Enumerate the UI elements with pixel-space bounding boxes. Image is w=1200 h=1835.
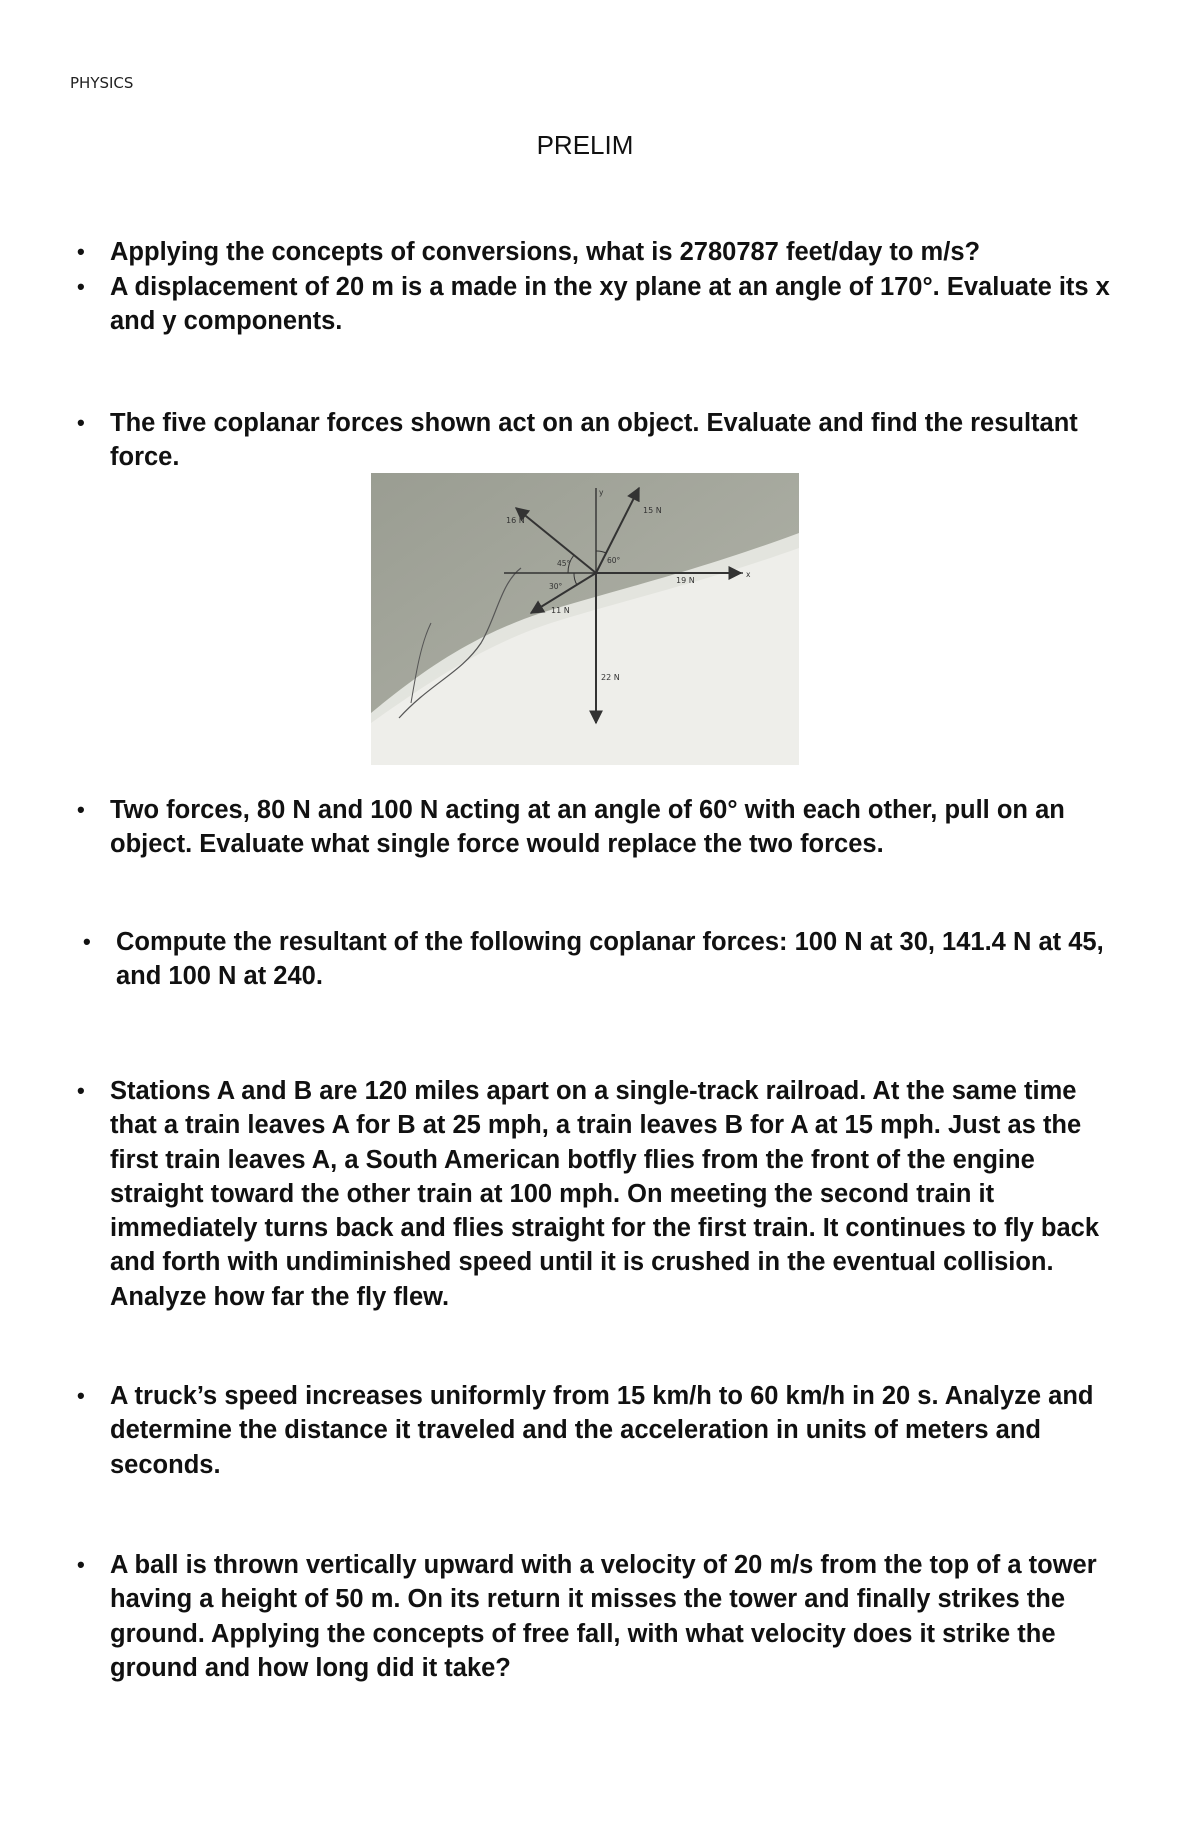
question-6 xyxy=(77,1074,1130,1314)
question-4 xyxy=(77,793,1130,862)
label-30deg: 30° xyxy=(549,582,563,591)
question-text: Applying the concepts of conversions, what is 2780787 feet/day to m/s? xyxy=(110,238,981,266)
label-y-axis: y xyxy=(599,488,604,497)
bullet: • xyxy=(77,239,85,264)
question-1 xyxy=(77,235,1130,269)
question-text: A displacement of 20 m is a made in the xy plane at an angle of 170°. Evaluate its x and y components. xyxy=(110,273,1110,336)
label-60deg: 60° xyxy=(607,556,621,565)
force-diagram xyxy=(371,473,799,765)
bullet: • xyxy=(77,797,85,822)
label-45deg: 45° xyxy=(557,559,571,568)
bullet: • xyxy=(77,274,85,299)
page-title: PRELIM xyxy=(536,130,634,160)
question-7 xyxy=(77,1379,1130,1482)
page-header: PHYSICS xyxy=(70,74,134,92)
question-5 xyxy=(83,925,1136,994)
label-x-axis: x xyxy=(746,570,751,579)
question-text: The five coplanar forces shown act on an object. Evaluate and find the resultant force. xyxy=(110,409,1078,472)
question-text: Stations A and B are 120 miles apart on a single-track railroad. At the same time that a train leaves A for B at 25 mph, a train leaves B for A at 15 mph. Just as the first train leaves A, a South American botfly flies from the front of the engine straight toward the other train at 100 mph. On meeting the second train it immediately turns back and flies straight for the first train. It continues to fly back and forth with undiminished speed until it is crushed in the eventual collision. Analyze how far the fly flew. xyxy=(110,1077,1100,1311)
label-19n: 19 N xyxy=(676,576,695,585)
label-11n: 11 N xyxy=(551,606,570,615)
label-15n: 15 N xyxy=(643,506,662,515)
bullet: • xyxy=(77,1078,85,1103)
question-text: Two forces, 80 N and 100 N acting at an angle of 60° with each other, pull on an object. Evaluate what single force would replace the two forces. xyxy=(110,796,1065,859)
question-3 xyxy=(77,406,1130,475)
force-diagram-photo xyxy=(371,473,799,765)
question-text: A ball is thrown vertically upward with a velocity of 20 m/s from the top of a tower having a height of 50 m. On its return it misses the tower and finally strikes the ground. Applying the concepts of free fall, with what velocity does it strike the ground and how long did it take? xyxy=(110,1551,1097,1682)
bullet: • xyxy=(77,410,85,435)
label-16n: 16 N xyxy=(506,516,525,525)
question-text: Compute the resultant of the following coplanar forces: 100 N at 30, 141.4 N at 45, and 100 N at 240. xyxy=(116,928,1104,991)
question-8 xyxy=(77,1548,1130,1685)
bullet: • xyxy=(83,929,91,954)
bullet: • xyxy=(77,1552,85,1577)
label-22n: 22 N xyxy=(601,673,620,682)
bullet: • xyxy=(77,1383,85,1408)
question-2 xyxy=(77,270,1130,339)
question-text: A truck’s speed increases uniformly from 15 km/h to 60 km/h in 20 s. Analyze and determine the distance it traveled and the acceleration in units of meters and seconds. xyxy=(110,1382,1094,1479)
